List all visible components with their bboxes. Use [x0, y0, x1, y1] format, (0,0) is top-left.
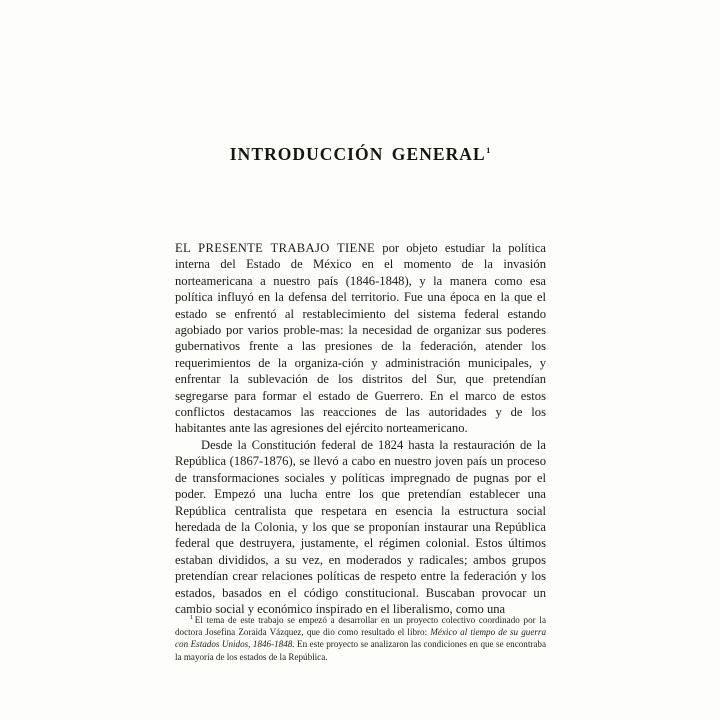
page-title-text: INTRODUCCIÓN GENERAL — [229, 143, 486, 164]
footnote-block — [175, 612, 546, 663]
footnote-book-title: México al tiempo de su guerra con Estados Unidos, 1846-1848. — [175, 627, 546, 650]
title-block — [0, 132, 720, 176]
title-footnote-marker: 1 — [486, 145, 491, 155]
footnote-text-part-1: El tema de este trabajo se empezó a desarrollar en un proyecto colectivo coordinado por la doctora Josefina Zoraida Vázquez, que dio como resultado el libro: — [175, 615, 546, 638]
page-title — [230, 144, 490, 165]
paragraph-1-text: por objeto estudiar la política interna del Estado de México en el momento de la invasión norteamericana a nuestro país (1846-1848), y la manera como esa política influyó en la defensa del territorio. Fue una época en la que el estado se enfrentó al restablecimiento del sistema federal estando agobiado por varios proble-mas: la necesidad de organizar sus poderes gubernativos frente a las presiones de la federación, atender los requerimientos de la organiza-ción y administración municipales, y enfrentar la sublevación de los distritos del Sur, que pretendían segregarse para formar el estado de Guerrero. En el marco de estos conflictos destacamos las reacciones de las autoridades y de los habitantes ante las agresiones del ejército norteamericano. — [175, 241, 547, 436]
footnote-marker: 1 — [190, 614, 194, 621]
body-text-column — [175, 240, 546, 617]
paragraph-1 — [175, 240, 546, 437]
paragraph-1-lead-smallcaps: EL PRESENTE TRABAJO TIENE — [175, 241, 376, 255]
footnote-1 — [175, 612, 546, 663]
paragraph-2-text: Desde la Constitución federal de 1824 hasta la restauración de la República (1867-1876), se llevó a cabo en nuestro joven país un proceso de transformaciones sociales y políticas impregnado de pugnas por el poder. Empezó una lucha entre los que pretendían establecer una República centralista que respetara en esencia la estructura social heredada de la Colonia, y los que se proponían instaurar una República federal que destruyera, justamente, el régimen colonial. Estos últimos estaban divididos, a su vez, en moderados y radicales; ambos grupos pretendían crear relaciones políticas de respeto entre la federación y los estados, basados en el código constitucional. Buscaban provocar un cambio social y económico inspirado en el liberalismo, como una — [175, 437, 546, 616]
footnote-text-part-2: En este proyecto se analizaron las condiciones en que se encontraba la mayoría de los estados de la República. — [175, 639, 546, 662]
paragraph-2 — [175, 437, 546, 617]
